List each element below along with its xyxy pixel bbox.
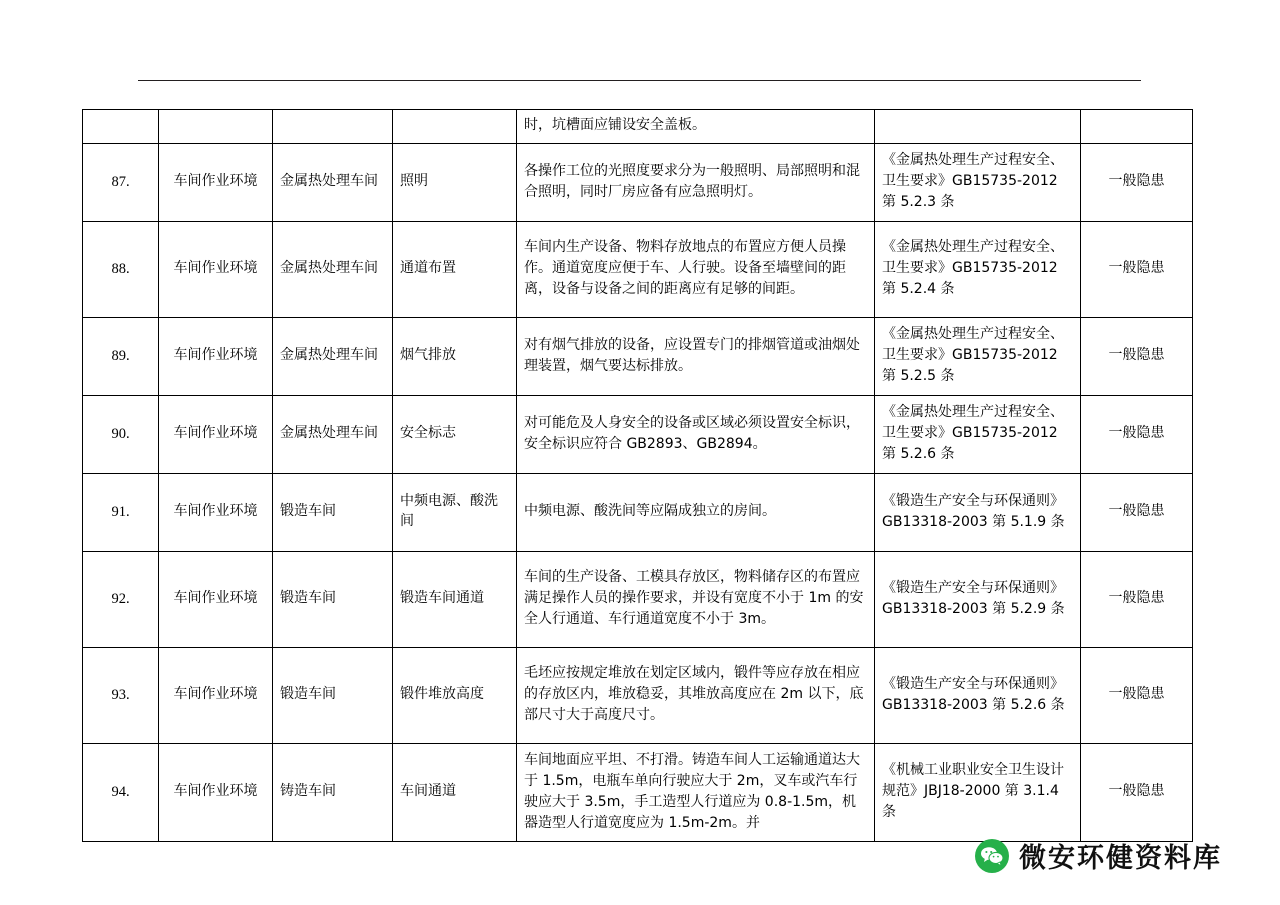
- cell-item: 烟气排放: [393, 317, 517, 395]
- cell-category: 车间作业环境: [159, 143, 273, 221]
- wechat-icon: [975, 839, 1009, 873]
- table-row: [83, 143, 1193, 221]
- cell-level: 一般隐患: [1081, 551, 1193, 647]
- cell-area: 金属热处理车间: [273, 395, 393, 473]
- cell-category: 车间作业环境: [159, 395, 273, 473]
- cell-category: 车间作业环境: [159, 317, 273, 395]
- cell-description: 各操作工位的光照度要求分为一般照明、局部照明和混合照明，同时厂房应备有应急照明灯。: [517, 143, 875, 221]
- hazard-table: [82, 109, 1193, 842]
- cell-item: 车间通道: [393, 743, 517, 841]
- cell-standard: 《锻造生产安全与环保通则》GB13318-2003 第 5.2.6 条: [875, 647, 1081, 743]
- table-row: [83, 221, 1193, 317]
- cell-description: 对可能危及人身安全的设备或区域必须设置安全标识，安全标识应符合 GB2893、GB2894。: [517, 395, 875, 473]
- cell-level: 一般隐患: [1081, 647, 1193, 743]
- cell-category: [159, 110, 273, 144]
- cell-item: 通道布置: [393, 221, 517, 317]
- cell-category: 车间作业环境: [159, 647, 273, 743]
- cell-level: 一般隐患: [1081, 143, 1193, 221]
- cell-area: 锻造车间: [273, 647, 393, 743]
- cell-no: 90.: [83, 395, 159, 473]
- cell-level: 一般隐患: [1081, 473, 1193, 551]
- table-row: [83, 647, 1193, 743]
- cell-item: 锻造车间通道: [393, 551, 517, 647]
- cell-standard: 《金属热处理生产过程安全、卫生要求》GB15735-2012 第 5.2.6 条: [875, 395, 1081, 473]
- cell-area: 金属热处理车间: [273, 221, 393, 317]
- cell-no: 91.: [83, 473, 159, 551]
- watermark: [975, 836, 1222, 875]
- cell-area: 金属热处理车间: [273, 317, 393, 395]
- cell-standard: 《金属热处理生产过程安全、卫生要求》GB15735-2012 第 5.2.3 条: [875, 143, 1081, 221]
- cell-category: 车间作业环境: [159, 473, 273, 551]
- watermark-label: 微安环健资料库: [1019, 843, 1222, 874]
- cell-description: 车间内生产设备、物料存放地点的布置应方便人员操作。通道宽度应便于车、人行驶。设备至墙壁间的距离，设备与设备之间的距离应有足够的间距。: [517, 221, 875, 317]
- cell-standard: 《机械工业职业安全卫生设计规范》JBJ18-2000 第 3.1.4 条: [875, 743, 1081, 841]
- table-row: [83, 317, 1193, 395]
- cell-area: [273, 110, 393, 144]
- cell-standard: 《金属热处理生产过程安全、卫生要求》GB15735-2012 第 5.2.5 条: [875, 317, 1081, 395]
- table-row: [83, 395, 1193, 473]
- cell-category: 车间作业环境: [159, 551, 273, 647]
- cell-category: 车间作业环境: [159, 743, 273, 841]
- cell-level: 一般隐患: [1081, 395, 1193, 473]
- cell-area: 金属热处理车间: [273, 143, 393, 221]
- cell-no: 87.: [83, 143, 159, 221]
- cell-area: 锻造车间: [273, 473, 393, 551]
- cell-standard: 《锻造生产安全与环保通则》GB13318-2003 第 5.2.9 条: [875, 551, 1081, 647]
- cell-area: 铸造车间: [273, 743, 393, 841]
- cell-description: 车间地面应平坦、不打滑。铸造车间人工运输通道达大于 1.5m，电瓶车单向行驶应大于 2m，叉车或汽车行驶应大于 3.5m，手工造型人行道应为 0.8-1.5m，机器造型人行道宽度应为 1.5m-2m。并: [517, 743, 875, 841]
- table-row: [83, 743, 1193, 841]
- cell-level: 一般隐患: [1081, 317, 1193, 395]
- cell-description: 对有烟气排放的设备，应设置专门的排烟管道或油烟处理装置，烟气要达标排放。: [517, 317, 875, 395]
- header-divider: [138, 80, 1141, 81]
- cell-item: 安全标志: [393, 395, 517, 473]
- cell-standard: 《锻造生产安全与环保通则》GB13318-2003 第 5.1.9 条: [875, 473, 1081, 551]
- cell-description: 车间的生产设备、工模具存放区，物料储存区的布置应满足操作人员的操作要求，并设有宽度不小于 1m 的安全人行通道、车行通道宽度不小于 3m。: [517, 551, 875, 647]
- cell-item: 中频电源、酸洗间: [393, 473, 517, 551]
- cell-item: 锻件堆放高度: [393, 647, 517, 743]
- table-row: [83, 551, 1193, 647]
- cell-no: 92.: [83, 551, 159, 647]
- cell-item: 照明: [393, 143, 517, 221]
- cell-standard: 《金属热处理生产过程安全、卫生要求》GB15735-2012 第 5.2.4 条: [875, 221, 1081, 317]
- cell-area: 锻造车间: [273, 551, 393, 647]
- table-row-continuation: [83, 110, 1193, 144]
- cell-no: 88.: [83, 221, 159, 317]
- cell-level: 一般隐患: [1081, 743, 1193, 841]
- cell-no: 94.: [83, 743, 159, 841]
- cell-category: 车间作业环境: [159, 221, 273, 317]
- table-row: [83, 473, 1193, 551]
- cell-description-continued: 时，坑槽面应铺设安全盖板。: [517, 110, 875, 144]
- cell-standard: [875, 110, 1081, 144]
- cell-level: [1081, 110, 1193, 144]
- cell-level: 一般隐患: [1081, 221, 1193, 317]
- cell-no: [83, 110, 159, 144]
- cell-item: [393, 110, 517, 144]
- cell-description: 中频电源、酸洗间等应隔成独立的房间。: [517, 473, 875, 551]
- cell-no: 89.: [83, 317, 159, 395]
- hazard-table-container: [82, 109, 1192, 842]
- cell-no: 93.: [83, 647, 159, 743]
- cell-description: 毛坯应按规定堆放在划定区域内，锻件等应存放在相应的存放区内，堆放稳妥，其堆放高度应在 2m 以下，底部尺寸大于高度尺寸。: [517, 647, 875, 743]
